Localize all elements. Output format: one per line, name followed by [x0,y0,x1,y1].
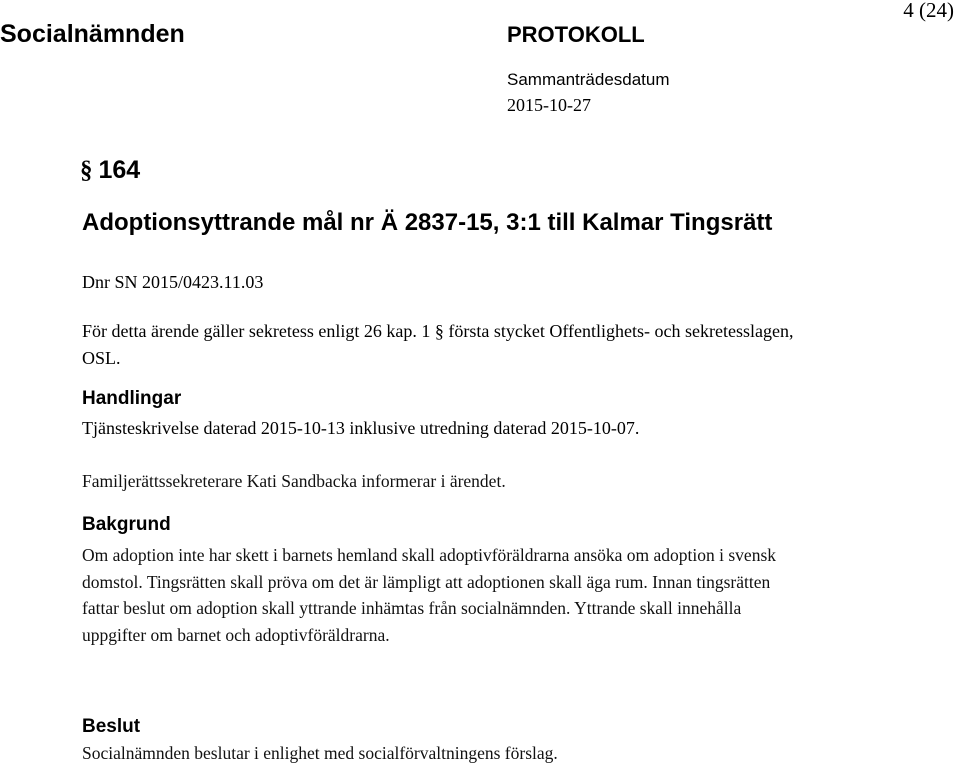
section-symbol: § [434,321,444,341]
organization-name: Socialnämnden [0,20,185,48]
paragraph-number [80,156,140,185]
background-text: Om adoption inte har skett i barnets hemland skall adoptivföräldrarna ansöka om adoption i svensk domstol. Tingsrätten skall pröva om det är lämpligt att adoptionen skall äga rum. Innan tingsrätten fattar beslut om adoption skall yttrande inhämtas från socialnämnden. Yttrande skall innehålla uppgifter om barnet och adoptivföräldrarna. [82,545,777,645]
document-type: PROTOKOLL [507,22,645,47]
documents-text: Tjänsteskrivelse daterad 2015-10-13 inklusive utredning daterad 2015-10-07. [82,418,640,438]
paragraph-number-value: 164 [98,156,141,184]
confidentiality-text-start: För detta ärende gäller sekretess enligt 26 kap. 1 [82,321,431,341]
documents-heading: Handlingar [82,388,182,409]
meeting-date: 2015-10-27 [507,95,591,115]
section-symbol: § [80,157,93,184]
case-title: Adoptionsyttrande mål nr Ä 2837-15, 3:1 till Kalmar Tingsrätt [82,209,773,236]
background-heading: Bakgrund [82,514,171,535]
case-number: Dnr SN 2015/0423.11.03 [82,272,264,292]
confidentiality-text-end: första stycket Offentlighets- och sekretesslagen, OSL. [82,321,794,368]
decision-heading: Beslut [82,716,141,737]
page-number: 4 (24) [903,0,954,22]
meeting-date-label: Sammanträdesdatum [507,70,670,89]
info-text: Familjerättssekreterare Kati Sandbacka informerar i ärendet. [82,471,506,491]
decision-text: Socialnämnden beslutar i enlighet med socialförvaltningens förslag. [82,743,558,763]
confidentiality-note [82,318,802,372]
